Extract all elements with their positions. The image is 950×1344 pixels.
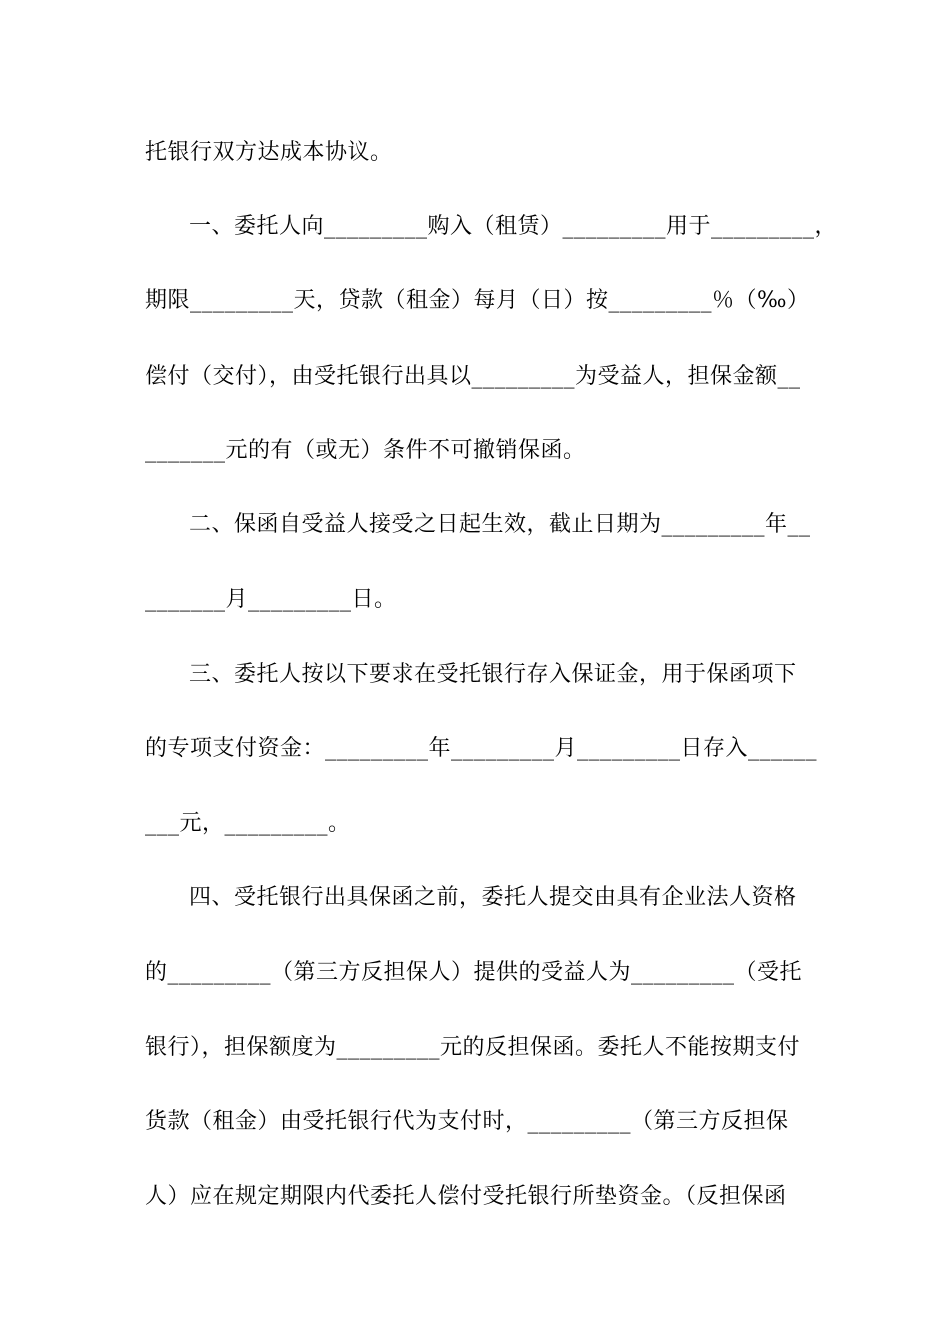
paragraph-line: 的_________（第三方反担保人）提供的受益人为_________（受托 bbox=[145, 960, 803, 985]
paragraph-line: 人）应在规定期限内代委托人偿付受托银行所垫资金。（反担保函 bbox=[145, 1184, 787, 1209]
paragraph-line: ___元，_________。 bbox=[145, 811, 351, 836]
paragraph-line: 三、委托人按以下要求在受托银行存入保证金，用于保函项下 bbox=[189, 662, 797, 687]
paragraph-line: 二、保函自受益人接受之日起生效，截止日期为_________年__ bbox=[189, 512, 811, 537]
paragraph-line: 的专项支付资金：_________年_________月_________日存入______ bbox=[145, 736, 818, 761]
paragraph-line: _______元的有（或无）条件不可撤销保函。 bbox=[145, 438, 586, 463]
paragraph-line: 一、委托人向_________购入（租赁）_________用于_________， bbox=[189, 214, 838, 239]
paragraph-line: 托银行双方达成本协议。 bbox=[145, 140, 393, 165]
paragraph-line: 期限_________天，贷款（租金）每月（日）按_________％（‰） bbox=[145, 288, 810, 313]
paragraph-line: _______月_________日。 bbox=[145, 587, 397, 612]
paragraph-line: 偿付（交付），由受托银行出具以_________为受益人，担保金额__ bbox=[145, 364, 801, 389]
paragraph-line: 银行），担保额度为_________元的反担保函。委托人不能按期支付 bbox=[145, 1035, 801, 1060]
paragraph-line: 货款（租金）由受托银行代为支付时，_________（第三方反担保 bbox=[145, 1109, 789, 1134]
paragraph-line: 四、受托银行出具保函之前，委托人提交由具有企业法人资格 bbox=[189, 885, 797, 910]
